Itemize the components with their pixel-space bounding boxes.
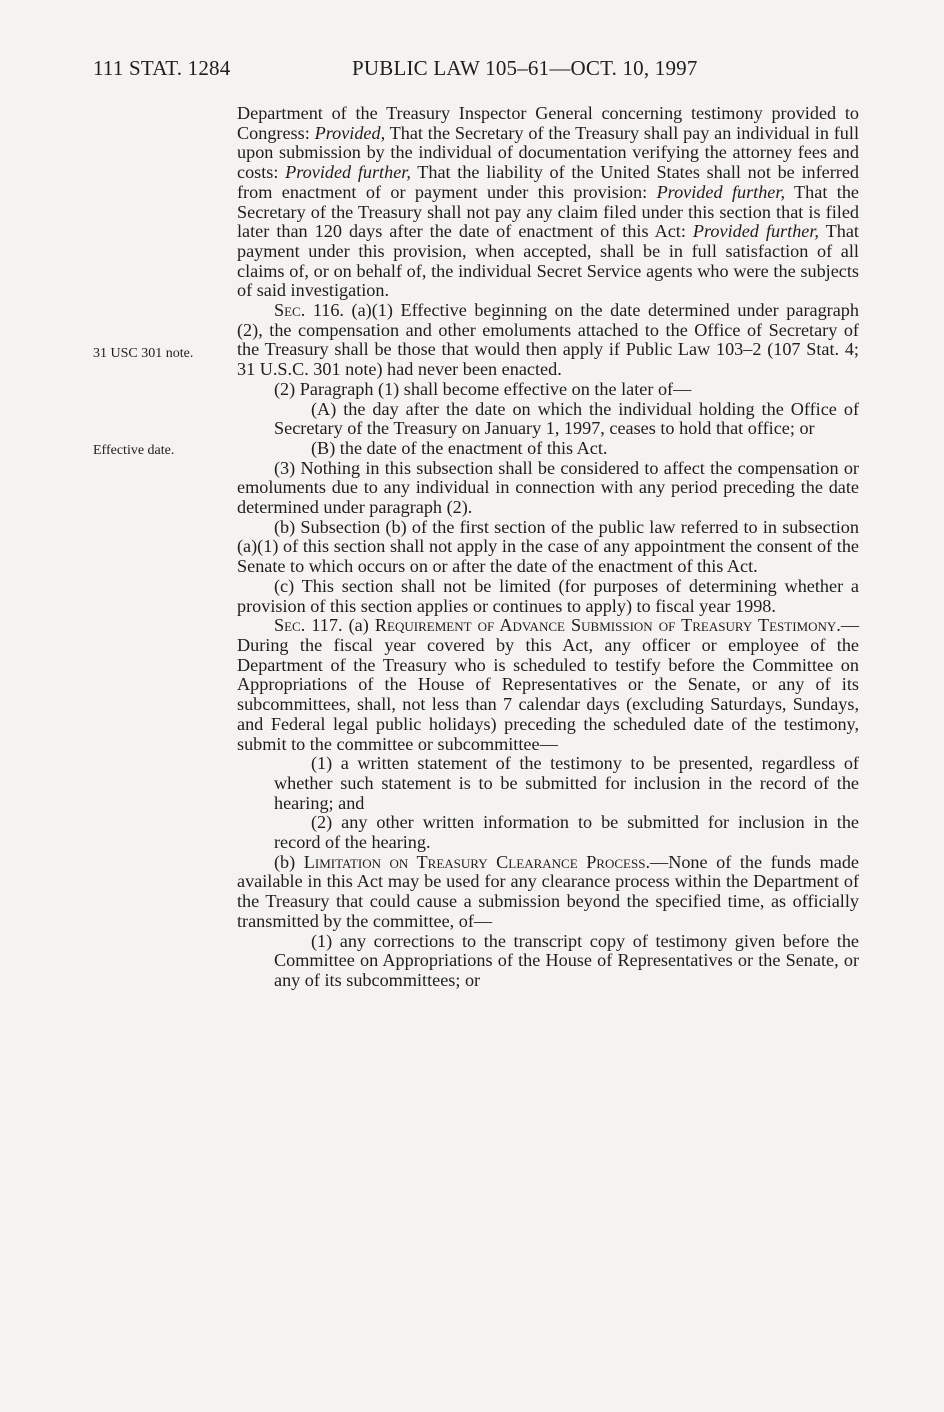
section-116-a3: (3) Nothing in this subsection shall be considered to affect the compensation or emoluments due to any individual in connection with any period preceding the date determined under paragraph (2). <box>237 457 859 518</box>
section-117-b: (b) Limitation on Treasury Clearance Process.—None of the funds made available in this Act may be used for any clearance process within the Department of the Treasury that could cause a submission beyond the specified time, as officially transmitted by the committee, of— <box>237 851 859 931</box>
section-117-b-heading: Limitation on Treasury Clearance Process. <box>303 851 650 872</box>
margin-note-usc: 31 USC 301 note. <box>93 346 194 361</box>
section-117-a: Sec. 117. (a) Requirement of Advance Submission of Treasury Testimony.—During the fiscal year covered by this Act, any officer or employee of the Department of the Treasury who is scheduled to testify before the Committee on Appropriations of the House of Representatives or the Senate, or any of its subcommittees, shall, not less than 7 calendar days (excluding Saturdays, Sundays, and Federal legal public holidays) preceding the scheduled date of the testimony, submit to the committee or subcommittee— <box>237 615 859 754</box>
section-116-a1: Sec. 116. (a)(1) Effective beginning on the date determined under paragraph (2), the compensation and other emoluments attached to the Office of Secretary of the Treasury shall be those that would then apply if Public Law 103–2 (107 Stat. 4; 31 U.S.C. 301 note) had never been enacted. <box>237 300 859 380</box>
section-116-a2-B: (B) the date of the enactment of this Act. <box>311 437 608 458</box>
margin-note-effective-date: Effective date. <box>93 443 175 458</box>
section-116-label: Sec. 116. <box>274 300 344 321</box>
stat-page-reference: 111 STAT. 1284 <box>93 56 231 80</box>
section-117-label: Sec. 117. <box>274 615 343 636</box>
section-116-b: (b) Subsection (b) of the first section of the public law referred to in subsection (a)(1) of this section shall not apply in the case of any appointment the consent of the Senate to which occurs on or after the date of the enactment of this Act. <box>237 516 859 577</box>
paragraph-provisos: Department of the Treasury Inspector General concerning testimony provided to Congress: Provided, That the Secretary of the Treasury shall pay an individual in full upon submission by the individual of documentation verifying the attorney fees and costs: Provided further, That the liability of the United States shall not be inferred from enactment of or payment under this provision: Provided further, That the Secretary of the Treasury shall not pay any claim filed under this section that is filed later than 120 days after the date of enactment of this Act: Provided further, That payment under this provision, when accepted, shall be in full satisfaction of all claims of, or on behalf of, the individual Secret Service agents who were the subjects of said investigation. <box>237 103 860 301</box>
section-117-b1: (1) any corrections to the transcript copy of testimony given before the Committee on Appropriations of the House of Representatives or the Senate, or any of its subcommittees; or <box>274 930 859 990</box>
section-116-a2: (2) Paragraph (1) shall become effective on the later of— <box>274 378 692 399</box>
section-117-a2: (2) any other written information to be submitted for inclusion in the record of the hearing. <box>274 812 859 853</box>
law-header-title: PUBLIC LAW 105–61—OCT. 10, 1997 <box>352 56 698 80</box>
section-116-a2-A: (A) the day after the date on which the individual holding the Office of Secretary of the Treasury on January 1, 1997, ceases to hold that office; or <box>274 398 859 439</box>
section-117-a1: (1) a written statement of the testimony to be presented, regardless of whether such statement is to be submitted for inclusion in the record of the hearing; and <box>274 753 859 813</box>
document-body <box>237 104 859 991</box>
section-117-a-heading: Requirement of Advance Submission of Treasury Testimony. <box>374 615 841 636</box>
section-116-c: (c) This section shall not be limited (for purposes of determining whether a provision of this section applies or continues to apply) to fiscal year 1998. <box>237 575 859 616</box>
